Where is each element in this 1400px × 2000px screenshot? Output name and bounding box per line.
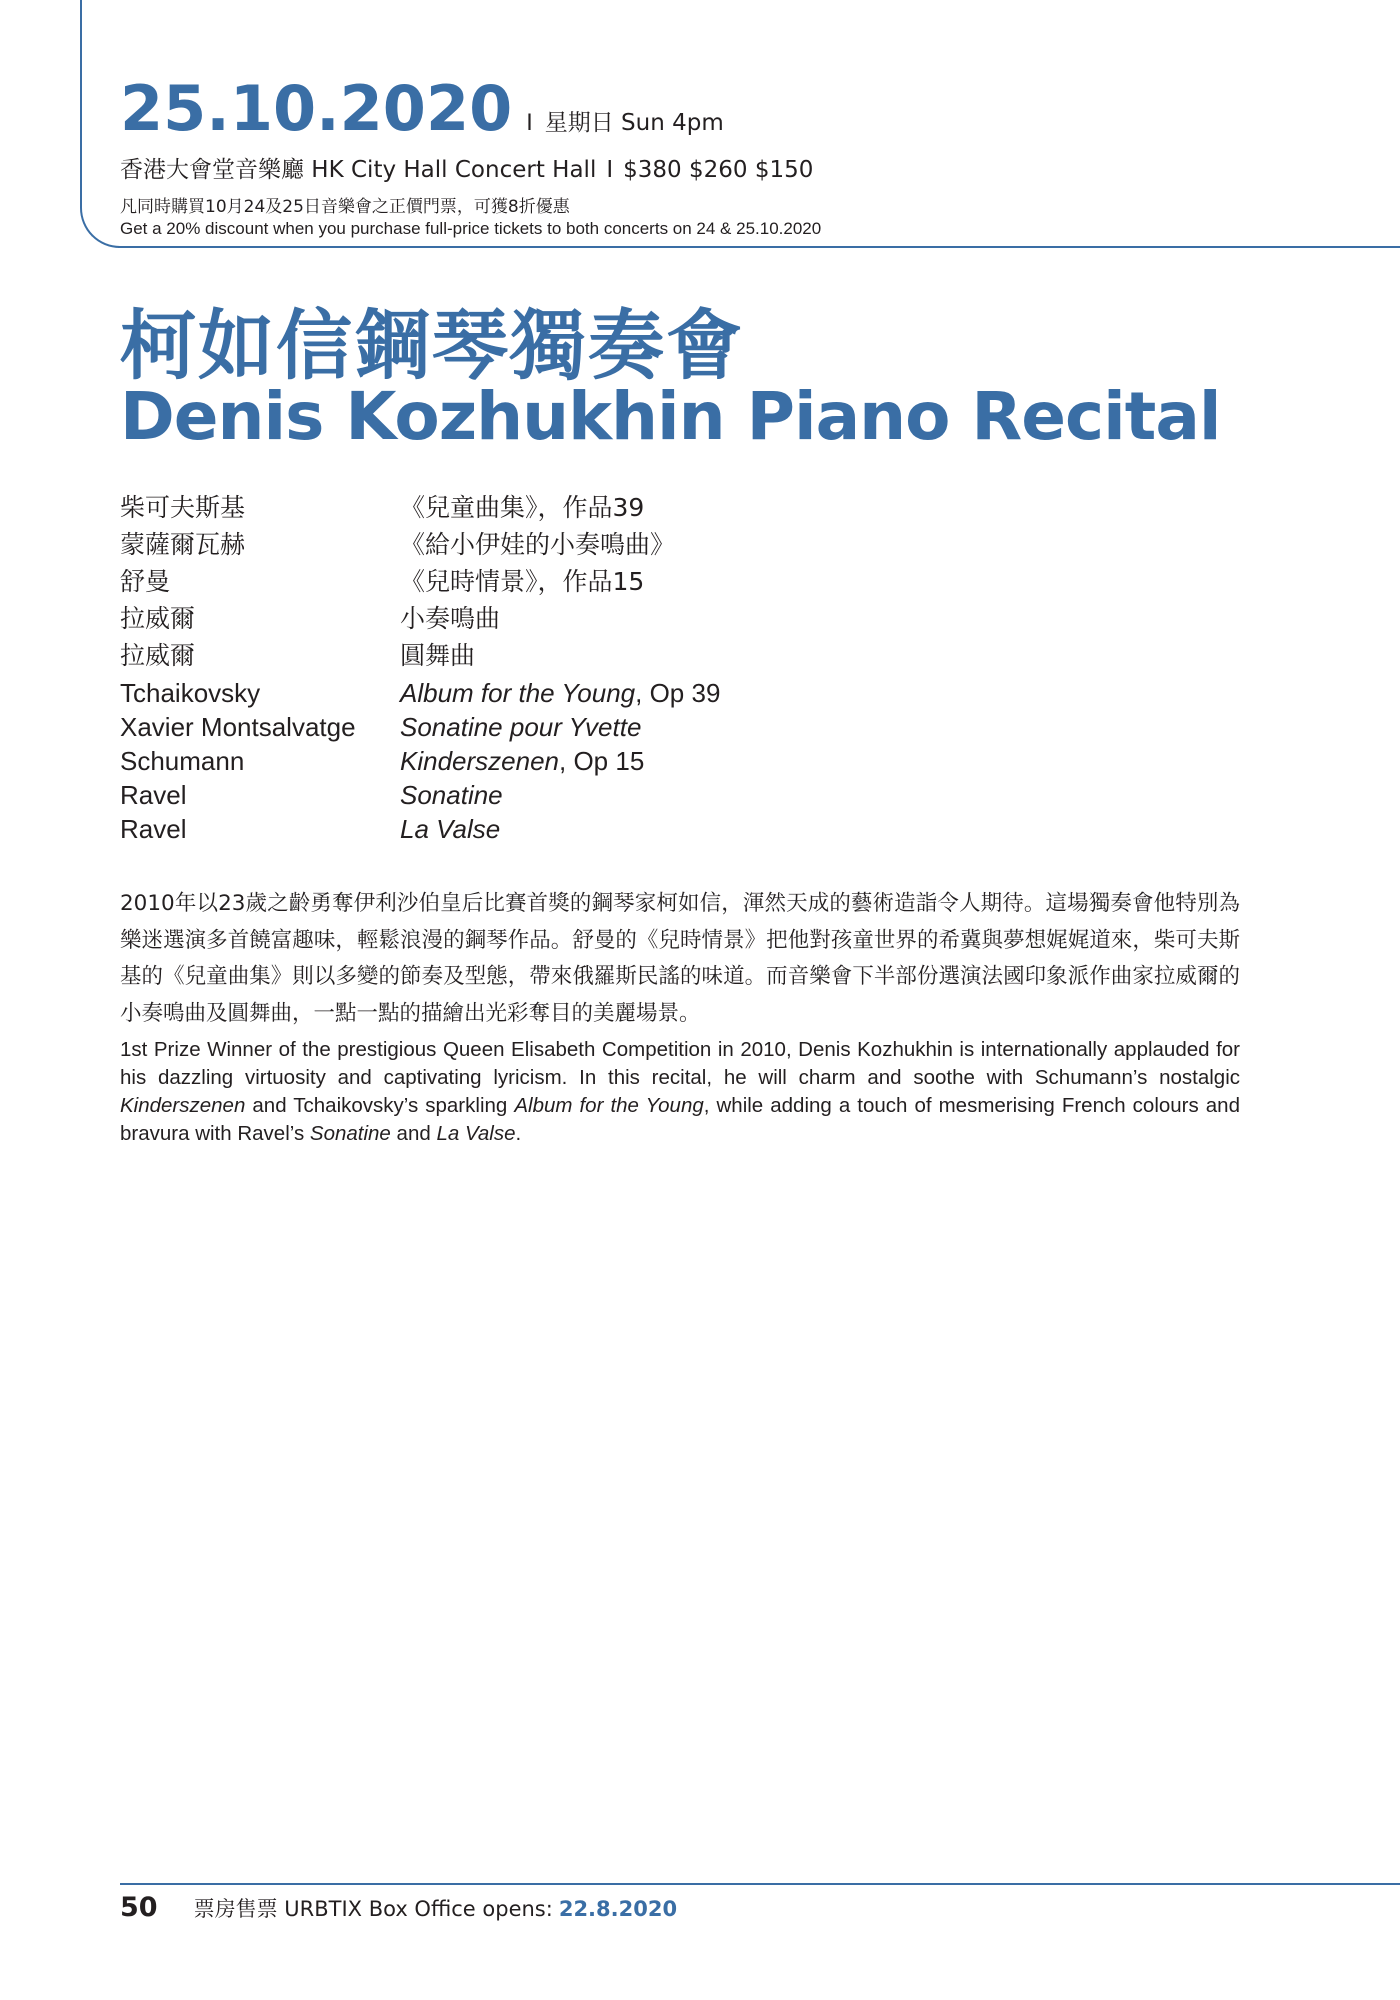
recital-title-zh: 柯如信鋼琴獨奏會 [120, 301, 744, 390]
frame-line-vertical [80, 0, 82, 200]
description-zh: 2010年以23歲之齡勇奪伊利沙伯皇后比賽首獎的鋼琴家柯如信，渾然天成的藝術造詣令人期待。這場獨奏會他特別為樂迷選演多首饒富趣味，輕鬆浪漫的鋼琴作品。舒曼的《兒時情景》把他對孩童世界的希冀與夢想娓娓道來，柴可夫斯基的《兒童曲集》則以多變的節奏及型態，帶來俄羅斯民謠的味道。而音樂會下半部份選演法國印象派作曲家拉威爾的小奏鳴曲及圓舞曲，一點一點的描繪出光彩奪目的美麗場景。 [120, 891, 1240, 1026]
footer-divider [120, 1883, 1400, 1885]
venue: 香港大會堂音樂廳 HK City Hall Concert Hall [120, 157, 597, 183]
page-number: 50 [120, 1892, 158, 1923]
work [400, 712, 920, 746]
work-title: Sonatine [400, 780, 503, 810]
opus-number: , Op 15 [559, 746, 645, 776]
opus-number: , Op 39 [635, 678, 721, 708]
composer: Schumann [120, 746, 245, 776]
work-title: Album for the Young [514, 1094, 704, 1117]
program-item [120, 814, 920, 848]
composer: 舒曼 [120, 567, 171, 596]
recital-title-en: Denis Kozhukhin Piano Recital [120, 378, 1221, 455]
composer: Xavier Montsalvatge [120, 712, 356, 742]
program-item [120, 525, 920, 562]
program-item [120, 636, 920, 673]
concert-header [120, 72, 1320, 239]
program-list-en [120, 678, 920, 848]
work-title: La Valse [400, 814, 501, 844]
composer: 拉威爾 [120, 641, 196, 670]
venue-line [120, 151, 1320, 184]
work [400, 780, 920, 814]
work: 《兒時情景》，作品15 [400, 567, 645, 596]
work-title: Sonatine [309, 1122, 391, 1145]
work: 圓舞曲 [400, 641, 476, 670]
description-text: . [515, 1122, 522, 1145]
separator: I [606, 157, 614, 183]
description-en [120, 1036, 1240, 1148]
program-item [120, 678, 920, 712]
work [400, 746, 920, 780]
ticket-prices: $380 $260 $150 [623, 157, 814, 183]
box-office-label: 票房售票 URBTIX Box Office opens: [193, 1897, 553, 1921]
program-list-zh [120, 488, 920, 673]
composer: 蒙薩爾瓦赫 [120, 530, 246, 559]
concert-day-time: 星期日 Sun 4pm [544, 110, 724, 136]
frame-line-corner [80, 196, 120, 248]
work: 小奏鳴曲 [400, 604, 501, 633]
composer: 拉威爾 [120, 604, 196, 633]
description-text: and [390, 1122, 437, 1145]
discount-note-zh: 凡同時購買10月24及25日音樂會之正價門票，可獲8折優惠 [120, 197, 570, 217]
composer: 柴可夫斯基 [120, 493, 246, 522]
work [400, 814, 920, 848]
program-item [120, 746, 920, 780]
work-title: Sonatine pour Yvette [400, 712, 642, 742]
page-footer [120, 1892, 677, 1923]
program-item [120, 562, 920, 599]
date-line [120, 72, 1320, 145]
discount-note-en: Get a 20% discount when you purchase full-price tickets to both concerts on 24 & 25.10.2020 [120, 219, 822, 238]
work-title: Kinderszenen [400, 746, 559, 776]
program-item [120, 599, 920, 636]
description-text: and Tchaikovsky’s sparkling [245, 1094, 515, 1117]
composer: Ravel [120, 780, 187, 810]
work-title: Album for the Young [400, 678, 636, 708]
work: 《兒童曲集》，作品39 [400, 493, 645, 522]
composer: Tchaikovsky [120, 678, 261, 708]
work: 《給小伊娃的小奏鳴曲》 [400, 530, 676, 559]
frame-line-horizontal [118, 246, 1400, 248]
composer: Ravel [120, 814, 187, 844]
program-item [120, 712, 920, 746]
work-title: La Valse [436, 1122, 516, 1145]
program-item [120, 780, 920, 814]
box-office-date: 22.8.2020 [558, 1897, 678, 1921]
work-title: Kinderszenen [120, 1094, 246, 1117]
separator: I [526, 111, 533, 136]
work [400, 678, 920, 712]
description-text: 1st Prize Winner of the prestigious Queen Elisabeth Competition in 2010, Denis Kozhukhin is internationally applauded for his dazzling virtuosity and captivating lyricism. In this recital, he will charm and soothe with Schumann’s nostalgic [120, 1038, 1240, 1089]
description-text: , while adding a touch of mesmerising French colours and bravura with Ravel’s [120, 1094, 1240, 1145]
program-item [120, 488, 920, 525]
concert-date: 25.10.2020 [120, 72, 513, 145]
